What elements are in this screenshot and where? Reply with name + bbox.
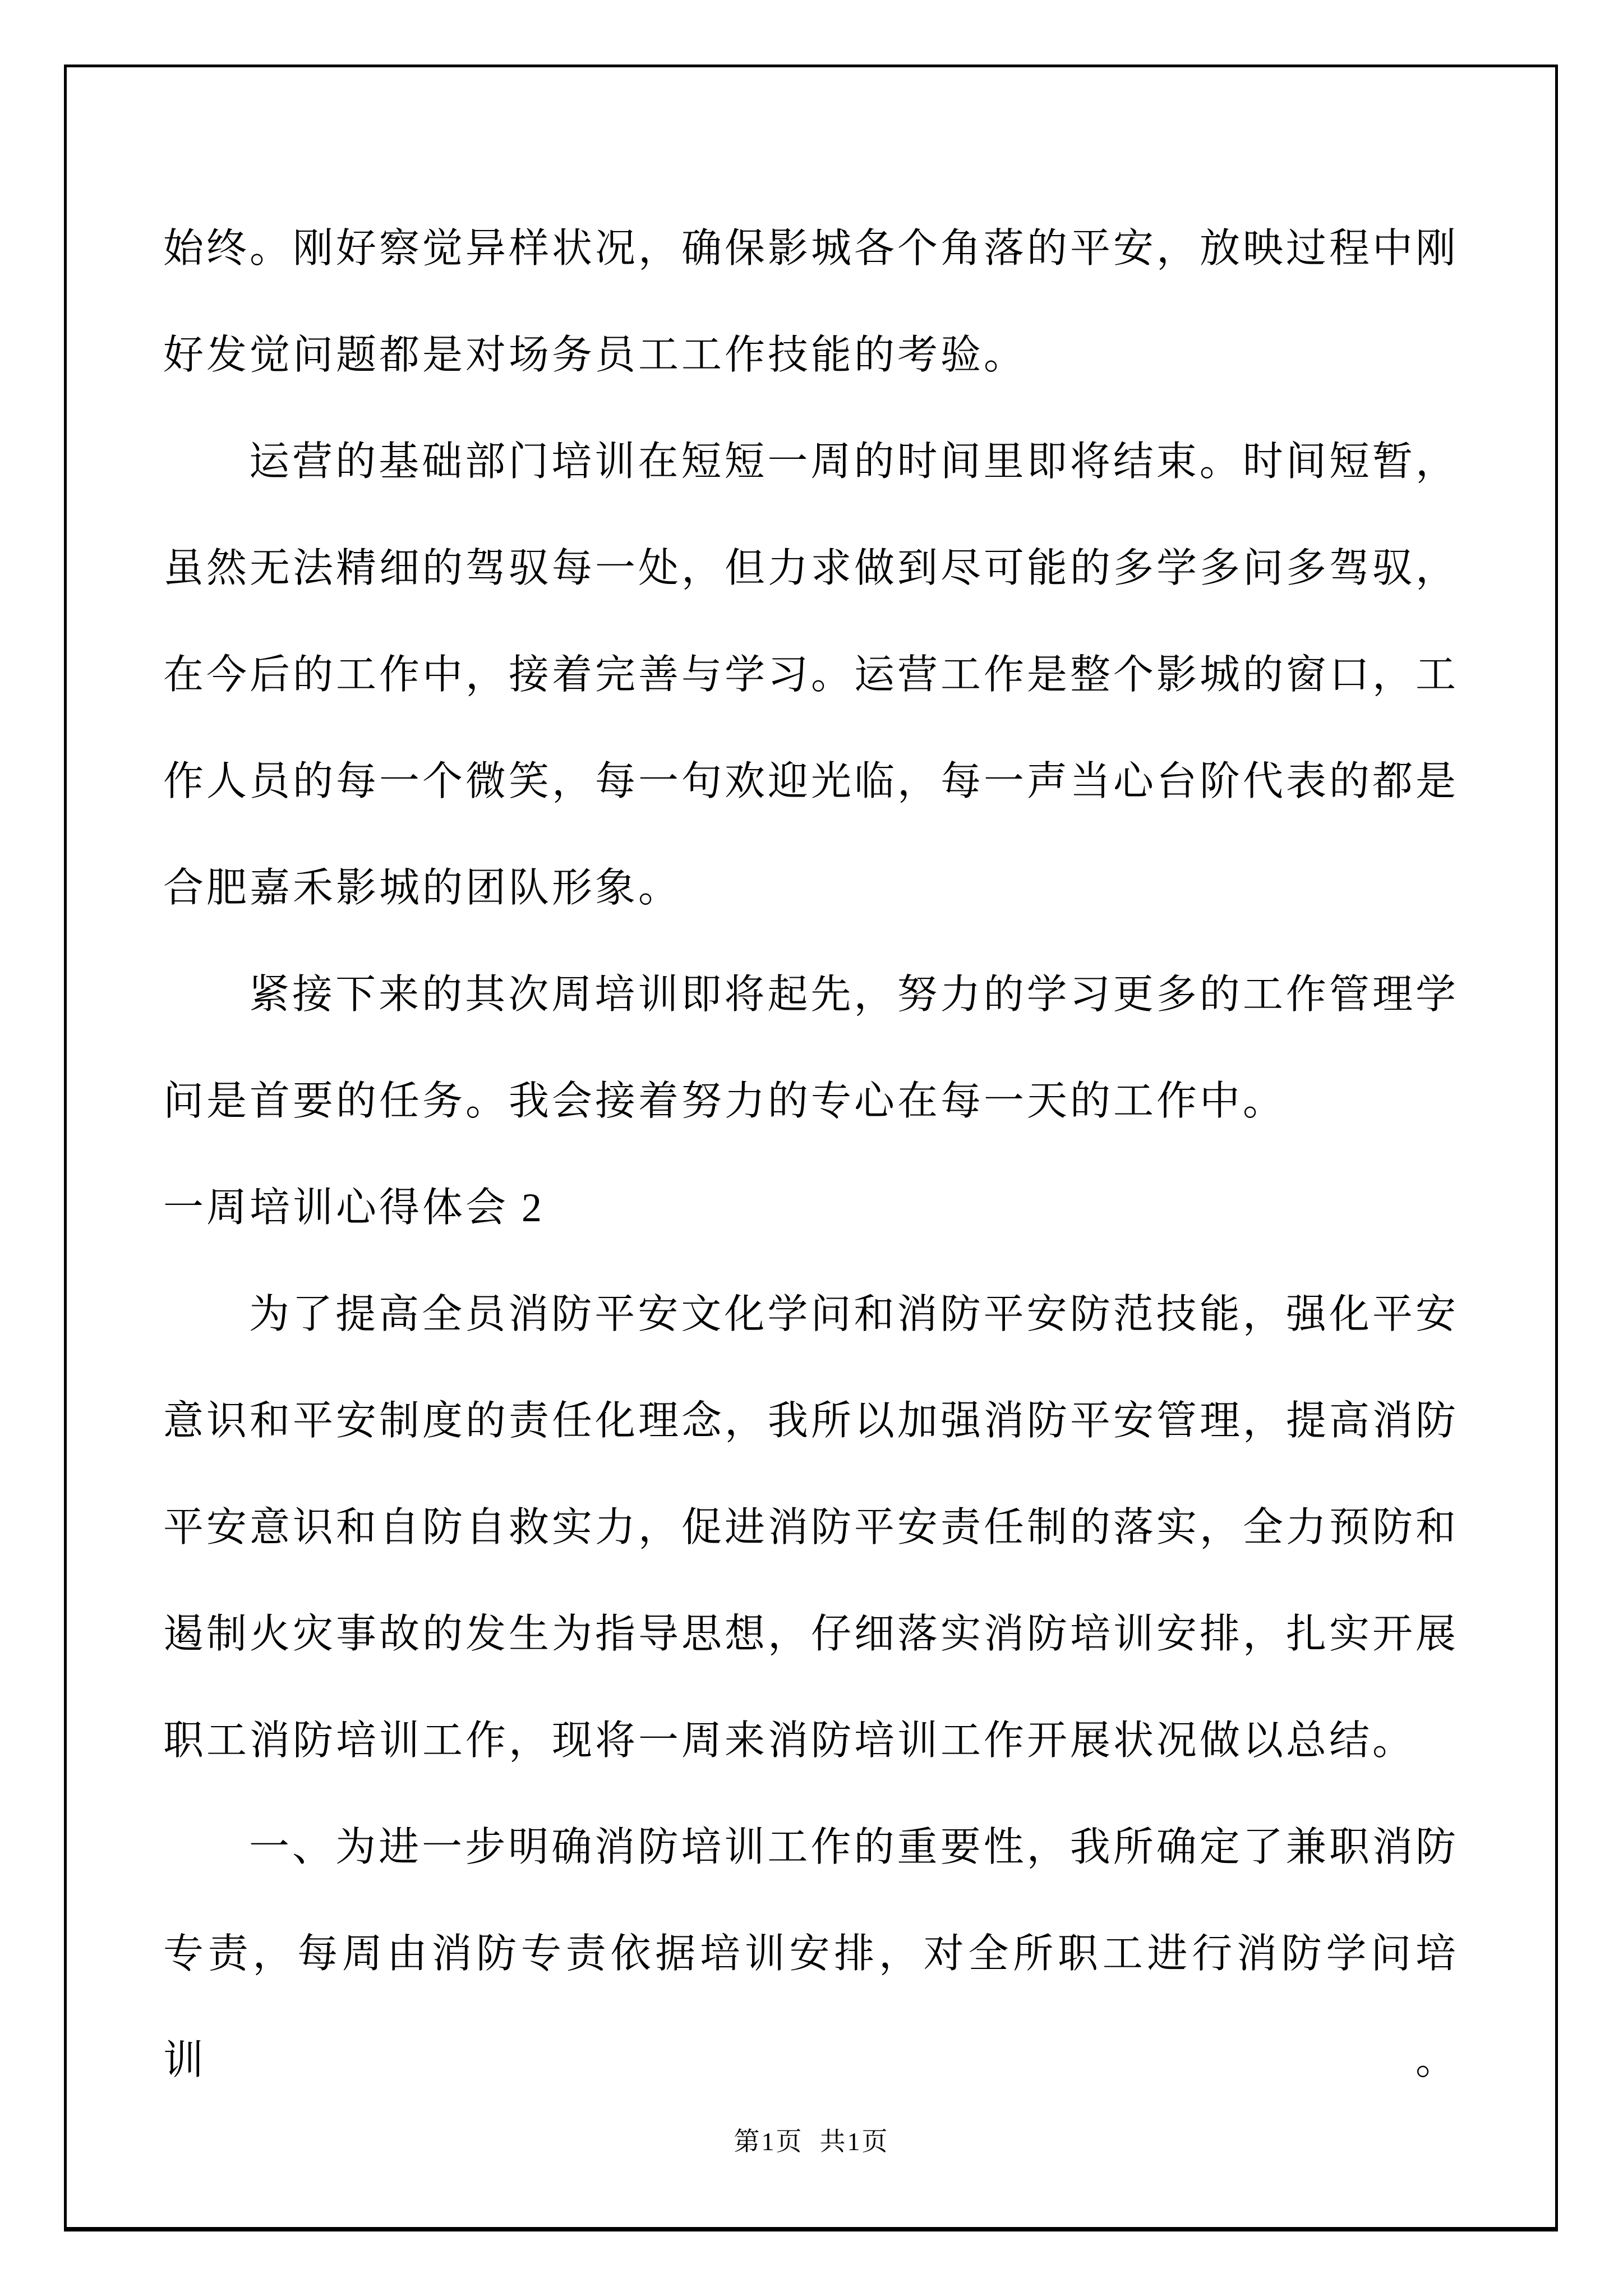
text-line: 紧接下来的其次周培训即将起先，努力的学习更多的工作管理学 [249,972,1459,1017]
document-body [163,195,1459,2114]
text-line: 平安意识和自防自救实力，促进消防平安责任制的落实，全力预防和 [163,1505,1459,1550]
text-line: 作人员的每一个微笑，每一句欢迎光临，每一声当心台阶代表的都是 [163,759,1459,804]
text-line: 运营的基础部门培训在短短一周的时间里即将结束。时间短暂， [249,439,1459,484]
text-line: 遏制火灾事故的发生为指导思想，仔细落实消防培训安排，扎实开展 [163,1612,1459,1657]
section-heading: 一周培训心得体会 2 [163,1185,545,1230]
text-line: 意识和平安制度的责任化理念，我所以加强消防平安管理，提高消防 [163,1398,1459,1443]
text-line: 专责，每周由消防专责依据培训安排，对全所职工进行消防学问培训。 [163,1931,1459,2083]
text-line: 好发觉问题都是对场务员工工作技能的考验。 [163,333,1027,378]
text-line: 为了提高全员消防平安文化学问和消防平安防范技能，强化平安 [249,1292,1459,1337]
text-line: 一、为进一步明确消防培训工作的重要性，我所确定了兼职消防 [249,1825,1459,1870]
page-border [64,65,1558,2231]
text-line: 合肥嘉禾影城的团队形象。 [163,866,682,910]
text-line: 虽然无法精细的驾驭每一处，但力求做到尽可能的多学多问多驾驭， [163,546,1459,591]
text-line: 问是首要的任务。我会接着努力的专心在每一天的工作中。 [163,1079,1287,1124]
text-line: 在今后的工作中，接着完善与学习。运营工作是整个影城的窗口，工 [163,652,1459,697]
page-number-footer: 第1页 共1页 [734,2127,889,2156]
text-line: 职工消防培训工作，现将一周来消防培训工作开展状况做以总结。 [163,1718,1416,1763]
text-line: 始终。刚好察觉异样状况，确保影城各个角落的平安，放映过程中刚 [163,226,1459,271]
